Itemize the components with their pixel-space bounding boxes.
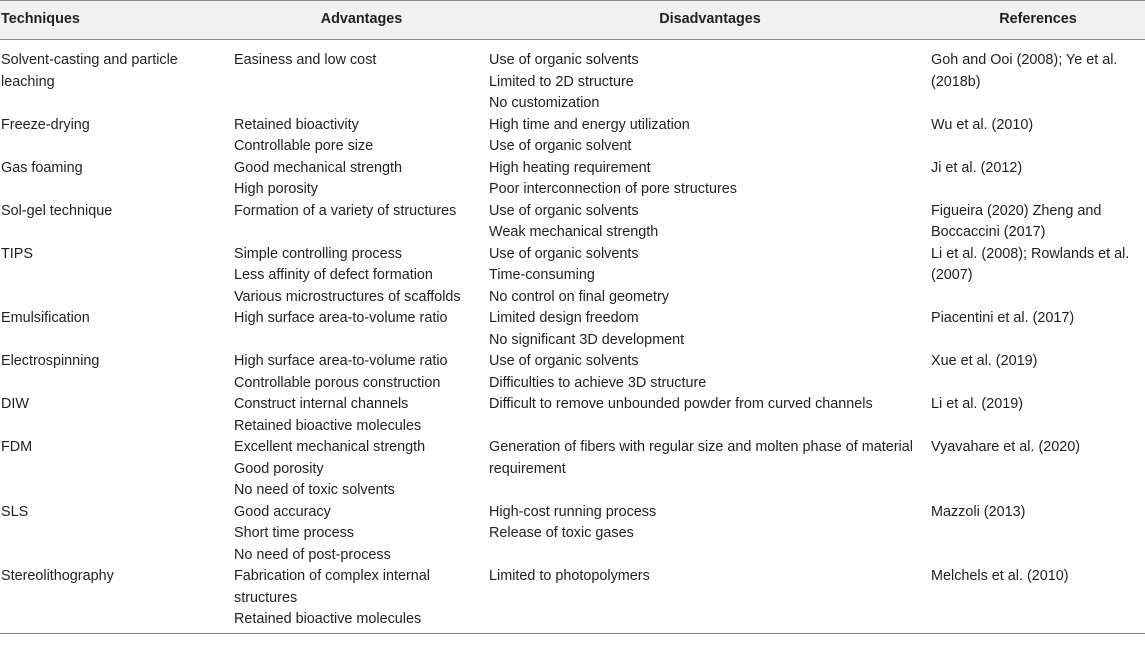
technique-cell: Electrospinning <box>1 353 100 369</box>
disadvantages-cell <box>489 351 931 394</box>
technique-cell: Emulsification <box>1 310 90 326</box>
technique-cell: TIPS <box>1 245 33 262</box>
table-row <box>0 244 1145 309</box>
table-row <box>0 308 1145 351</box>
table-row <box>0 502 1145 567</box>
advantage-item: Retained bioactive molecules <box>234 611 422 627</box>
technique-cell: Freeze-drying <box>1 116 90 133</box>
disadvantages-cell <box>489 502 931 567</box>
technique-cell: FDM <box>1 439 33 455</box>
advantage-item: Good accuracy <box>234 503 331 520</box>
table-row <box>0 115 1145 158</box>
advantage-item: Good mechanical strength <box>234 159 402 176</box>
advantages-cell <box>234 115 489 158</box>
table-body <box>0 40 1145 634</box>
table-header <box>0 1 1145 40</box>
disadvantage-item: High-cost running process <box>489 503 657 520</box>
advantages-cell <box>234 502 489 567</box>
advantages-cell <box>234 351 489 394</box>
references-cell: Piacentini et al. (2017) <box>931 310 1075 326</box>
table-row <box>0 351 1145 394</box>
technique-cell: Sol-gel technique <box>1 202 113 219</box>
references-cell: Vyavahare et al. (2020) <box>931 439 1081 455</box>
references-cell: Melchels et al. (2010) <box>931 566 1145 633</box>
disadvantage-item: No significant 3D development <box>489 331 685 348</box>
table-row <box>0 158 1145 201</box>
disadvantage-item: Difficult to remove unbounded powder from curved channels <box>489 396 873 412</box>
advantage-item: High surface area-to-volume ratio <box>234 353 448 369</box>
disadvantage-item: High heating requirement <box>489 159 651 176</box>
disadvantage-item: Poor interconnection of pore structures <box>489 181 737 197</box>
header-row <box>0 1 1145 40</box>
disadvantage-item: Use of organic solvents <box>489 52 639 68</box>
disadvantage-item: No customization <box>489 95 600 111</box>
advantages-cell <box>234 308 489 351</box>
header-advantages: Advantages <box>234 1 489 40</box>
advantages-cell <box>234 566 489 633</box>
header-techniques: Techniques <box>0 1 234 40</box>
advantage-item: High surface area-to-volume ratio <box>234 310 448 326</box>
references-cell: Goh and Ooi (2008); Ye et al. (2018b) <box>931 52 1118 90</box>
advantages-cell <box>234 394 489 437</box>
table-row <box>0 40 1145 115</box>
advantage-item: Formation of a variety of structures <box>234 202 457 219</box>
disadvantages-cell <box>489 158 931 201</box>
advantages-cell <box>234 244 489 309</box>
disadvantages-cell <box>489 40 931 115</box>
advantage-item: Good porosity <box>234 460 324 477</box>
disadvantages-cell <box>489 566 931 633</box>
disadvantage-item: Use of organic solvents <box>489 202 639 219</box>
references-cell: Ji et al. (2012) <box>931 159 1023 176</box>
advantage-item: Retained bioactivity <box>234 116 359 133</box>
table-row <box>0 394 1145 437</box>
advantage-item: No need of toxic solvents <box>234 482 395 498</box>
advantage-item: Controllable pore size <box>234 138 374 154</box>
header-disadvantages: Disadvantages <box>489 1 931 40</box>
disadvantage-item: Use of organic solvents <box>489 353 639 369</box>
disadvantage-item: Use of organic solvents <box>489 245 639 262</box>
references-cell: Mazzoli (2013) <box>931 503 1026 520</box>
advantage-item: Less affinity of defect formation <box>234 267 433 283</box>
disadvantage-item: No control on final geometry <box>489 288 669 305</box>
disadvantage-item: Use of organic solvent <box>489 138 632 154</box>
table-row <box>0 566 1145 633</box>
disadvantage-item: Time-consuming <box>489 267 595 283</box>
advantage-item: Fabrication of complex internal structures <box>234 568 430 606</box>
header-references: References <box>931 1 1145 40</box>
technique-cell: Solvent-casting and particle leaching <box>1 52 178 90</box>
technique-cell: Gas foaming <box>1 159 83 176</box>
advantage-item: No need of post-process <box>234 546 391 563</box>
disadvantages-cell <box>489 115 931 158</box>
advantage-item: Controllable porous construction <box>234 374 441 391</box>
disadvantage-item: Limited to 2D structure <box>489 73 634 90</box>
disadvantages-cell <box>489 394 931 437</box>
advantages-cell <box>234 201 489 244</box>
references-cell: Figueira (2020) Zheng and Boccaccini (2017) <box>931 202 1102 240</box>
advantages-cell <box>234 158 489 201</box>
advantage-item: Retained bioactive molecules <box>234 417 422 434</box>
disadvantages-cell <box>489 437 931 502</box>
disadvantage-item: Generation of fibers with regular size and molten phase of material requirement <box>489 439 913 477</box>
table-row <box>0 437 1145 502</box>
advantage-item: Easiness and low cost <box>234 52 377 68</box>
disadvantage-item: High time and energy utilization <box>489 116 690 133</box>
advantages-cell <box>234 40 489 115</box>
disadvantage-item: Release of toxic gases <box>489 525 634 541</box>
technique-cell: Stereolithography <box>0 566 234 633</box>
advantage-item: High porosity <box>234 181 318 197</box>
technique-cell: SLS <box>1 503 29 520</box>
disadvantage-item: Limited design freedom <box>489 310 639 326</box>
disadvantages-cell <box>489 201 931 244</box>
advantage-item: Excellent mechanical strength <box>234 439 426 455</box>
advantage-item: Various microstructures of scaffolds <box>234 288 461 305</box>
advantages-cell <box>234 437 489 502</box>
advantage-item: Construct internal channels <box>234 396 409 412</box>
advantage-item: Short time process <box>234 525 354 541</box>
disadvantages-cell <box>489 308 931 351</box>
disadvantages-cell <box>489 244 931 309</box>
references-cell: Li et al. (2019) <box>931 396 1023 412</box>
disadvantage-item: Difficulties to achieve 3D structure <box>489 374 707 391</box>
disadvantage-item: Limited to photopolymers <box>489 568 650 584</box>
references-cell: Wu et al. (2010) <box>931 116 1034 133</box>
disadvantage-item: Weak mechanical strength <box>489 224 659 240</box>
technique-cell: DIW <box>1 396 29 412</box>
table-row <box>0 201 1145 244</box>
references-cell: Li et al. (2008); Rowlands et al. (2007) <box>931 245 1130 283</box>
advantage-item: Simple controlling process <box>234 245 402 262</box>
references-cell: Xue et al. (2019) <box>931 353 1038 369</box>
